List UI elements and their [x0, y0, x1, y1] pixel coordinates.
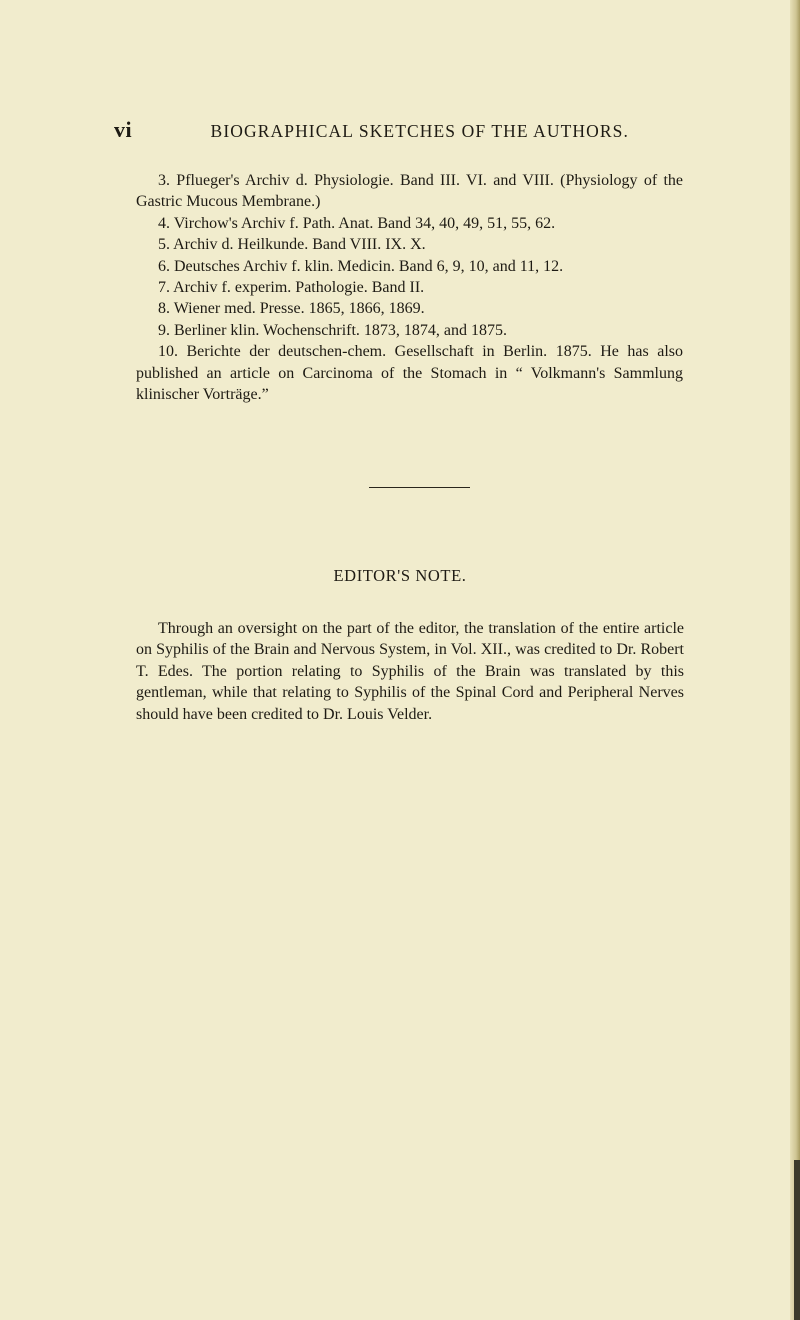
- editor-note-body: [136, 618, 684, 725]
- bibliography-item: 6. Deutsches Archiv f. klin. Medicin. Band 6, 9, 10, and 11, 12.: [158, 257, 564, 275]
- running-head-title: BIOGRAPHICAL SKETCHES OF THE AUTHORS.: [210, 121, 629, 141]
- bibliography-item: 9. Berliner klin. Wochenschrift. 1873, 1874, and 1875.: [158, 321, 508, 339]
- section-divider: [369, 487, 470, 488]
- bibliography-item: 4. Virchow's Archiv f. Path. Anat. Band 34, 40, 49, 51, 55, 62.: [158, 214, 556, 232]
- bibliography-item: 3. Pflueger's Archiv d. Physiologie. Band III. VI. and VIII. (Physiology of the Gastric Mucous Membrane.): [136, 172, 683, 211]
- bibliography-item: 7. Archiv f. experim. Pathologie. Band II.: [158, 279, 425, 297]
- running-head: [114, 117, 629, 143]
- bibliography-list: [136, 170, 683, 405]
- editor-note-paragraph: Through an oversight on the part of the editor, the translation of the entire article on Syphilis of the Brain and Nervous System, in Vol. XII., was credited to Dr. Robert T. Edes. The portion relating to Syphilis of the Brain was translated by this gentleman, while that relating to Syphilis of the Spinal Cord and Peripheral Nerves should have been credited to Dr. Louis Velder.: [136, 620, 684, 723]
- page-edge: [790, 0, 800, 1320]
- bibliography-item: 10. Berichte der deutschen-chem. Gesellschaft in Berlin. 1875. He has also published an article on Carcinoma of the Stomach in “ Volkmann's Sammlung klinischer Vorträge.”: [136, 343, 683, 404]
- editor-note-heading: EDITOR'S NOTE.: [333, 566, 467, 585]
- bibliography-item: 8. Wiener med. Presse. 1865, 1866, 1869.: [158, 300, 425, 318]
- bibliography-item: 5. Archiv d. Heilkunde. Band VIII. IX. X.: [158, 236, 426, 254]
- page-number: vi: [114, 117, 133, 142]
- page-edge-shadow: [794, 1160, 800, 1320]
